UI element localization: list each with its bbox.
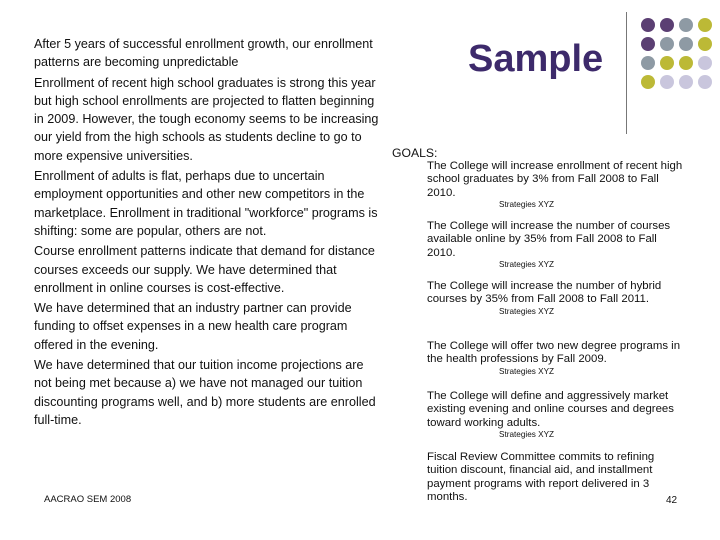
decorative-dot <box>679 18 693 32</box>
goal-text: The College will increase enrollment of recent high school graduates by 3% from Fall 2008 to Fall 2010. <box>427 160 683 199</box>
goal-item <box>427 340 685 377</box>
decorative-dot <box>698 56 712 70</box>
decorative-dot <box>698 37 712 51</box>
decorative-dot <box>641 56 655 70</box>
paragraph-distance-courses: Course enrollment patterns indicate that demand for distance courses exceeds our supply. We have determined that enrollment in online courses is cost-effective. <box>34 244 375 295</box>
goal-item <box>427 160 685 210</box>
goal-text: The College will increase the number of hybrid courses by 35% from Fall 2008 to Fall 2011. <box>427 280 662 306</box>
goal-source: Strategies XYZ <box>499 429 555 439</box>
goals-label: GOALS: <box>392 146 438 160</box>
goal-item <box>427 451 685 504</box>
goal-text: The College will offer two new degree programs in the health professions by Fall 2009. <box>427 340 681 366</box>
decorative-dot <box>641 37 655 51</box>
goal-source: Strategies XYZ <box>499 366 555 376</box>
decorative-dot <box>698 75 712 89</box>
goal-text: Fiscal Review Committee commits to refining tuition discount, financial aid, and installment payment programs with report delivered in 3 months. <box>427 451 655 503</box>
decorative-dot <box>698 18 712 32</box>
paragraph-adults: Enrollment of adults is flat, perhaps due to uncertain employment opportunities and other new competitors in the marketplace. Enrollment in traditional "workforce" programs is shifting: some are popular, others are not. <box>34 169 378 238</box>
decorative-dot <box>679 56 693 70</box>
paragraph-high-school: Enrollment of recent high school graduates is strong this year but high school enrollments are projected to flatten beginning in 2009. However, the tough economy seems to be increasing our yield from the high schools as students decline to go to more expensive universities. <box>34 75 379 163</box>
decorative-dot <box>660 18 674 32</box>
decorative-dot <box>679 37 693 51</box>
paragraph-enrollment-growth: After 5 years of successful enrollment growth, our enrollment patterns are becoming unpredictable <box>34 37 373 70</box>
decorative-dot <box>641 18 655 32</box>
goal-item <box>427 390 685 440</box>
body-text <box>34 35 380 431</box>
goal-source: Strategies XYZ <box>499 306 555 316</box>
footer-text: AACRAO SEM 2008 <box>44 494 132 505</box>
decorative-dot <box>660 56 674 70</box>
decorative-dot <box>641 75 655 89</box>
goal-item <box>427 220 685 270</box>
decorative-dot <box>660 75 674 89</box>
goal-text: The College will define and aggressively market existing evening and online courses and degrees toward working adults. <box>427 390 674 429</box>
divider-line <box>626 12 627 134</box>
goal-item <box>427 280 685 317</box>
goal-source: Strategies XYZ <box>499 199 555 209</box>
goal-source: Strategies XYZ <box>499 259 555 269</box>
goal-text: The College will increase the number of courses available online by 35% from Fall 2008 to Fall 2010. <box>427 220 671 259</box>
decorative-dot <box>660 37 674 51</box>
slide-number: 42 <box>666 495 678 506</box>
paragraph-tuition: We have determined that our tuition income projections are not being met because a) we have not managed our tuition discounting programs well, and b) more students are enrolled full-time. <box>34 358 376 427</box>
decorative-dot <box>679 75 693 89</box>
slide-title: Sample <box>468 38 604 80</box>
paragraph-industry-partner: We have determined that an industry partner can provide funding to offset expenses in a new health care program offered in the evening. <box>34 301 352 352</box>
